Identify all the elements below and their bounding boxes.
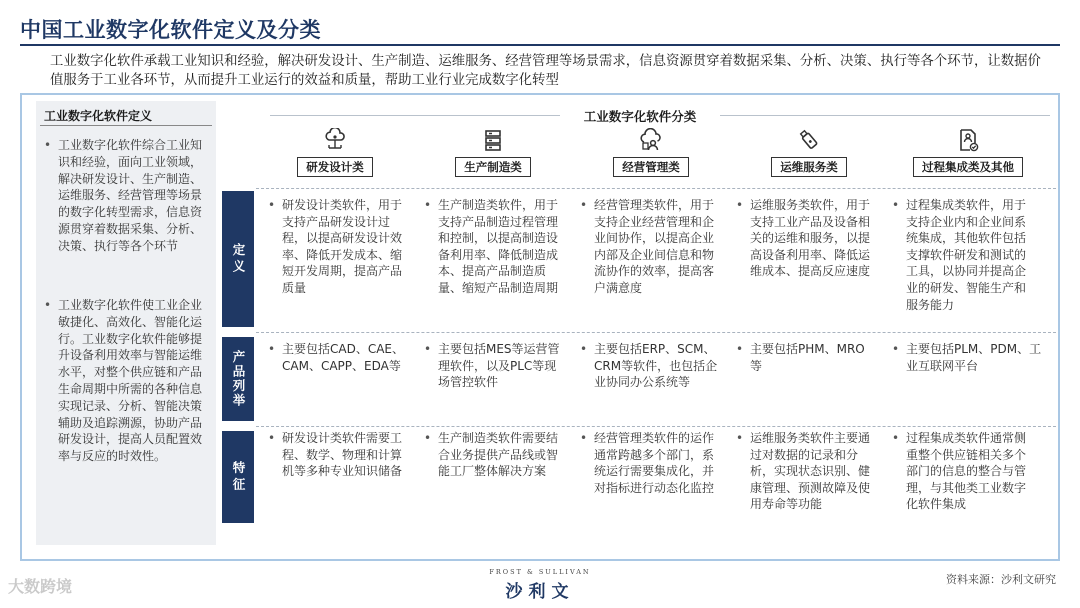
bullet-icon: •	[736, 342, 744, 356]
category-label: 运维服务类	[771, 157, 847, 177]
bullet-icon: •	[268, 342, 276, 356]
category-label: 研发设计类	[297, 157, 373, 177]
usb-drive-icon	[797, 128, 821, 152]
products-cell	[736, 341, 876, 374]
bullet-icon: •	[268, 198, 276, 212]
products-cell-text: 主要包括PHM、MRO等	[750, 342, 865, 373]
features-cell-text: 过程集成类软件通常侧重整个供应链相关多个部门的信息的整合与管理，与其他类工业数字化软件集成	[906, 431, 1027, 512]
title-underline	[20, 44, 1060, 46]
category-label: 经营管理类	[613, 157, 689, 177]
row-separator	[256, 188, 1056, 189]
definition-cell-text: 生产制造类软件，用于支持产品制造过程管理和控制，以提高制造设备利用率、降低制造成本、提高产品制造质量、缩短产品制造周期	[438, 198, 559, 295]
features-cell-text: 生产制造类软件需要结合业务提供产品线或智能工厂整体解决方案	[438, 431, 559, 479]
definition-cell-text: 运维服务类软件，用于支持工业产品及设备相关的运维和服务，以提高设备利用率、降低运维成本、提高反应速度	[750, 198, 871, 279]
category-rd-design	[270, 128, 400, 183]
products-cell	[580, 341, 720, 391]
row-label-text: 定义	[231, 242, 246, 276]
products-cell	[268, 341, 408, 374]
category-integration	[898, 128, 1038, 183]
source-note: 资料来源：沙利文研究	[946, 573, 1056, 586]
definition-title-rule	[40, 125, 212, 126]
features-cell	[268, 430, 408, 480]
category-label: 过程集成类及其他	[913, 157, 1023, 177]
row-separator	[256, 332, 1056, 333]
definition-cell-text: 研发设计类软件，用于支持产品研发设计过程，以提高研发设计效率、降低开发成本、缩短开发周期，提高产品质量	[282, 198, 403, 295]
definition-cell	[892, 197, 1032, 313]
definition-cell	[424, 197, 564, 297]
definition-paragraph-text: 工业数字化软件使工业企业敏捷化、高效化、智能化运行。工业数字化软件能够提升设备利用效率与智能运维水平，对整个供应链和产品生命周期中所需的各种信息实现记录、分析、智能决策辅助及追踪溯源，协助产品研发设计，提高人员配置效率与反应的时效性。	[58, 298, 203, 464]
definition-cell-text: 过程集成类软件，用于支持企业内和企业间系统集成，其他软件包括支撑软件研发和测试的工具，以协同并提高企业的研发、智能生产和服务能力	[906, 198, 1027, 312]
category-label: 生产制造类	[455, 157, 531, 177]
category-operations	[744, 128, 874, 183]
bullet-icon: •	[892, 198, 900, 212]
sullivan-logo	[480, 568, 600, 602]
cloud-network-icon	[323, 128, 347, 152]
category-production	[428, 128, 558, 183]
definition-paragraph-text: 工业数字化软件综合工业知识和经验，面向工业领域，解决研发设计、生产制造、运维服务、经营管理等场景的数字化转型需求，信息资源贯穿着数据采集、分析、决策、执行等各个环节	[58, 138, 203, 253]
logo-subtitle: FROST & SULLIVAN	[489, 568, 591, 576]
features-cell-text: 经营管理类软件的运作通常跨越多个部门，系统运行需要集成化，并对指标进行动态化监控	[594, 431, 715, 495]
cloud-user-icon	[639, 128, 663, 152]
products-cell-text: 主要包括ERP、SCM、CRM等软件，也包括企业协同办公系统等	[594, 342, 718, 390]
bullet-icon: •	[892, 342, 900, 356]
intro-text: 工业数字化软件承载工业知识和经验，解决研发设计、生产制造、运维服务、经营管理等场景需求，信息资源贯穿着数据采集、分析、决策、执行等各个环节，让数据价值服务于工业各环节，从而提升工业运行的效益和质量，帮助工业行业完成数字化转型	[50, 54, 1041, 88]
category-management	[586, 128, 716, 183]
divider	[720, 115, 1050, 116]
products-cell-text: 主要包括CAD、CAE、CAM、CAPP、EDA等	[282, 342, 404, 373]
definition-cell-text: 经营管理类软件，用于支持企业经营管理和企业间协作，以提高企业内部及企业间信息和物流协作的效率，提高客户满意度	[594, 198, 715, 295]
features-cell	[736, 430, 876, 513]
bullet-icon: •	[580, 198, 588, 212]
logo-name: 沙利文	[505, 582, 575, 602]
bullet-icon: •	[892, 431, 900, 445]
bullet-icon: •	[424, 198, 432, 212]
definition-paragraph	[42, 297, 212, 465]
row-label-products	[222, 337, 254, 421]
features-cell	[424, 430, 564, 480]
bullet-icon: •	[424, 342, 432, 356]
features-cell	[892, 430, 1032, 513]
definition-cell	[580, 197, 720, 297]
row-label-definition	[222, 191, 254, 327]
page-title: 中国工业数字化软件定义及分类	[20, 18, 321, 42]
classification-header	[230, 107, 1050, 123]
definition-panel	[36, 101, 216, 545]
bullet-icon: •	[736, 431, 744, 445]
row-separator	[256, 426, 1056, 427]
bullet-icon: •	[580, 342, 588, 356]
features-cell-text: 运维服务类软件主要通过对数据的记录和分析，实现状态识别、健康管理、预测故障及使用寿命等功能	[750, 431, 871, 512]
features-cell	[580, 430, 720, 496]
features-cell-text: 研发设计类软件需要工程、数学、物理和计算机等多种专业知识储备	[282, 431, 403, 479]
definition-panel-title: 工业数字化软件定义	[44, 109, 153, 123]
definition-cell	[736, 197, 876, 280]
bullet-icon: •	[424, 431, 432, 445]
bullet-icon: •	[44, 298, 52, 312]
definition-cell	[268, 197, 408, 297]
definition-paragraph	[42, 137, 212, 255]
products-cell	[424, 341, 564, 391]
products-cell-text: 主要包括PLM、PDM、工业互联网平台	[906, 342, 1042, 373]
products-cell-text: 主要包括MES等运营管理软件，以及PLC等现场管控软件	[438, 342, 560, 390]
bullet-icon: •	[580, 431, 588, 445]
bullet-icon: •	[268, 431, 276, 445]
bullet-icon: •	[44, 138, 52, 152]
classification-title: 工业数字化软件分类	[583, 109, 697, 124]
bullet-icon: •	[736, 198, 744, 212]
row-label-text: 产品列举	[231, 350, 246, 408]
row-label-features	[222, 431, 254, 523]
products-cell	[892, 341, 1042, 374]
database-icon	[481, 128, 505, 152]
document-check-icon	[956, 128, 980, 152]
row-label-text: 特征	[231, 460, 246, 494]
divider	[270, 115, 560, 116]
watermark: 大数跨境	[8, 577, 73, 596]
